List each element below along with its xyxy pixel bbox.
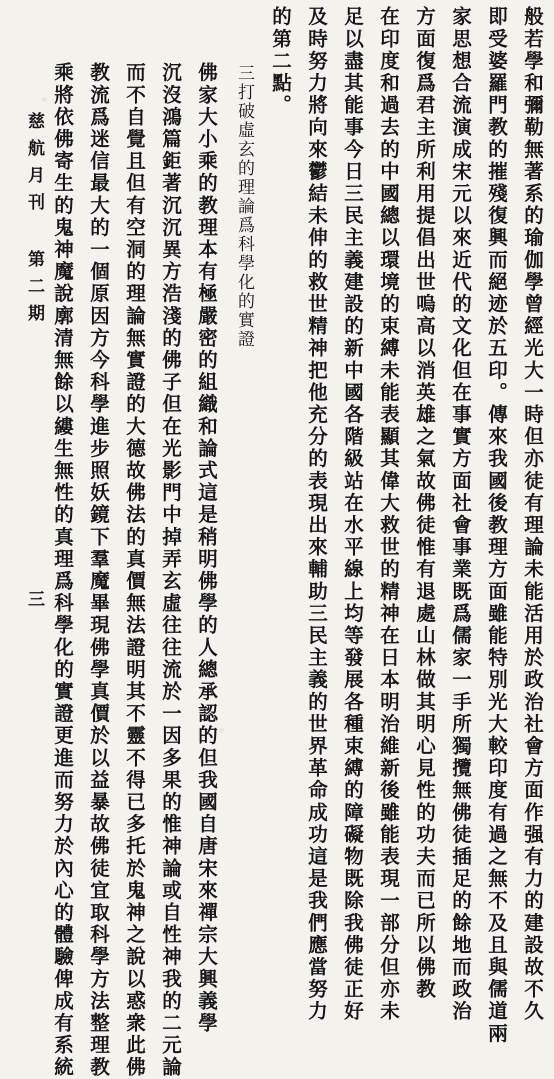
text-column-3: 家思想合流演成宋元以來近代的文化但在事實方面社會事業既爲儒家一手所獨攬無佛徒插足的餘地而政治 [449,6,472,1023]
text-column-8: 的第二點。 [269,6,292,117]
text-column-12: 而不自覺且但有空洞的理論無實證的大德故佛法的真價無法證明其不靈不得已多托於鬼神之說以惑衆此佛 [123,62,146,1079]
text-column-5: 在印度和過去的中國總以環境的束縛未能表顯其偉大救世的精神在日本明治維新後雖能表現一部分但亦未 [377,6,400,1023]
text-column-10: 佛家大小乘的教理本有極嚴密的組織和論式這是稍明佛學的人總承認的但我國自唐宋來禪宗大興義學 [195,62,218,1035]
text-column-11: 沉沒鴻篇鉅著沉沉異方浩淺的佛子但在光影門中掉弄玄虛往往流於一因多果的惟神論或自性神我的二元論 [159,62,182,1079]
text-column-1: 般若學和彌勒無著系的瑜伽學曾經光大一時但亦徒有理論未能活用於政治社會方面作强有力的建設故不久 [521,6,544,1023]
text-column-7: 及時努力將向來鬱結未伸的救世精神把他充分的表現出來輔助三民主義的世界革命成功這是我們應當努力 [305,6,328,1023]
text-column-4: 方面復爲君主所利用提倡出世嗚高以消英雄之氣故佛徒惟有退處山林做其明心見性的功夫而已所以佛教 [413,6,436,1001]
text-column-6: 足以盡其能事今日三民主義建設的新中國各階級站在水平線上均等發展各種束縛的障礙物既除我佛徒正好 [341,6,364,1023]
text-column-2: 即受婆羅門教的摧殘復興而絕迹於五印。傳來我國後教理方面雖能特別光大較印度有過之無不及且與儒道兩 [485,6,508,1045]
section-heading: 三打破虛玄的理論爲科學化的實證 [234,64,254,349]
journal-title: 慈航月刊 [24,112,44,220]
issue-number: 第二期 [24,250,44,331]
page-number: 三 [24,590,44,617]
text-column-14: 乘將依佛寄生的鬼神魔說廓清無餘以縷生無性的真理爲科學化的實證更進而努力於內心的體驗俾成有系統 [51,62,74,1079]
text-column-13: 教流爲迷信最大的一個原因方今科學進步照妖鏡下羣魔畢現佛學真價於以益暴故佛徒宜取科學方法整理教 [87,62,110,1079]
